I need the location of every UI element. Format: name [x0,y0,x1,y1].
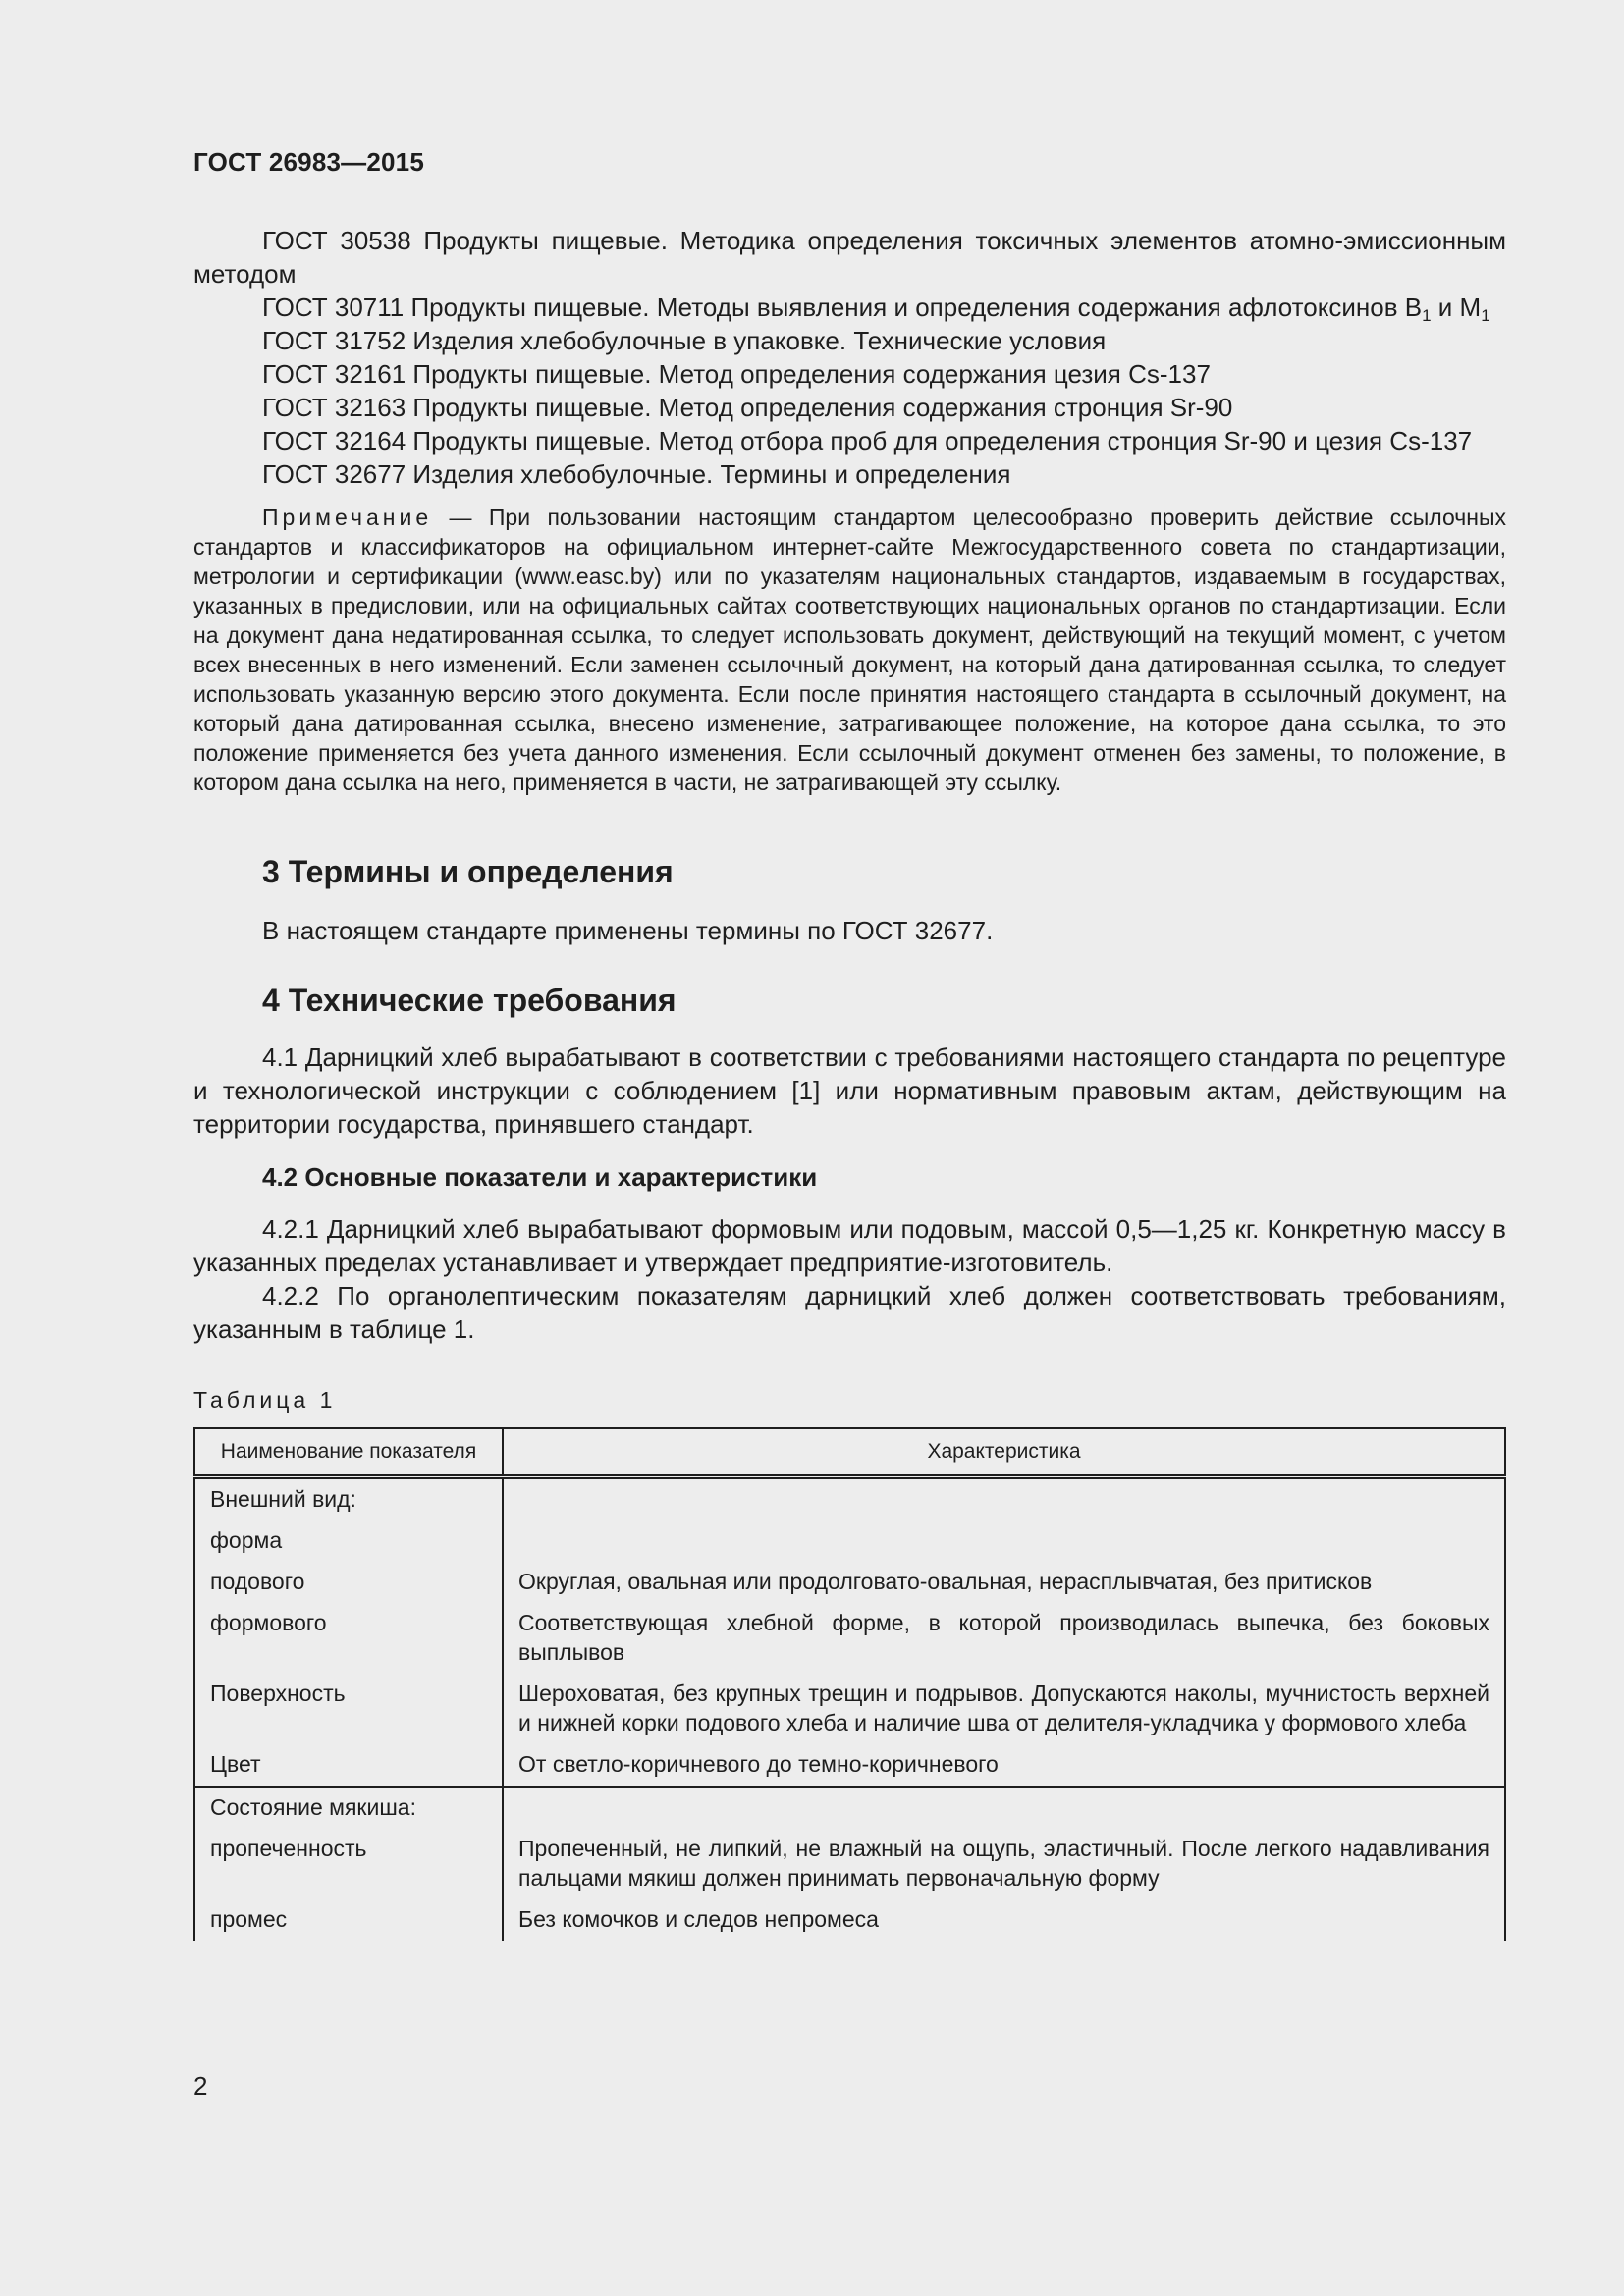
section-3-text: В настоящем стандарте применены термины по ГОСТ 32677. [262,916,994,945]
table-row [194,1477,1505,1522]
reference-item: ГОСТ 32164 Продукты пищевые. Метод отбора проб для определения стронция Sr-90 и цезия Cs-137 [262,426,1473,455]
table-row [194,1787,1505,1829]
table-cell: Состояние мякиша: [194,1787,503,1829]
table-cell: Поверхность [194,1674,503,1744]
paragraph-4-1: 4.1 Дарницкий хлеб вырабатывают в соответствии с требованиями настоящего стандарта по рецептуре и технологической инструкции с соблюдением [1] или нормативным правовым актам, действующим на территории государства, принявшего стандарт. [193,1042,1506,1139]
table-cell: Цвет [194,1744,503,1787]
references-list [193,224,1506,491]
table-cell: промес [194,1899,503,1941]
reference-item: ГОСТ 30711 Продукты пищевые. Методы выявления и определения содержания афлотоксинов $B_1$ и $M_1$ [262,293,1490,325]
note-block [193,503,1506,797]
reference-item: ГОСТ 31752 Изделия хлебобулочные в упаковке. Технические условия [262,326,1107,355]
table-cell [503,1477,1505,1522]
table-cell: пропеченность [194,1829,503,1899]
table-cell: От светло-коричневого до темно-коричневого [503,1744,1505,1787]
reference-item: ГОСТ 32163 Продукты пищевые. Метод определения содержания стронция Sr-90 [262,393,1233,422]
table-row [194,1899,1505,1941]
table-cell: Шероховатая, без крупных трещин и подрывов. Допускаются наколы, мучнистость верхней и нижней корки подового хлеба и наличие шва от делителя-укладчика у формового хлеба [503,1674,1505,1744]
note-label: Примечание [262,505,433,530]
table-cell [503,1521,1505,1562]
table-row [194,1562,1505,1603]
table-header-cell: Характеристика [503,1428,1505,1477]
section-3-title: 3 Термины и определения [262,854,674,889]
table-cell: Без комочков и следов непромеса [503,1899,1505,1941]
table-cell [503,1787,1505,1829]
table-cell: Округлая, овальная или продолговато-овальная, нерасплывчатая, без притисков [503,1562,1505,1603]
note-text: — При пользовании настоящим стандартом целесообразно проверить действие ссылочных стандартов и классификаторов на официальном интернет-сайте Межгосударственного совета по стандартизации, метрологии и сертификации (www.easc.by) или по указателям национальных стандартов, издаваемым в государствах, указанных в предисловии, или на официальных сайтах соответствующих национальных органов по стандартизации. Если на документ дана недатированная ссылка, то следует использовать документ, действующий на текущий момент, с учетом всех внесенных в него изменений. Если заменен ссылочный документ, на который дана датированная ссылка, то следует использовать указанную версию этого документа. Если после принятия настоящего стандарта в ссылочный документ, на который дана датированная ссылка, внесено изменение, затрагивающее положение, на которое дана ссылка, то это положение применяется без учета данного изменения. Если ссылочный документ отменен без замены, то положение, в котором дана ссылка на него, применяется в части, не затрагивающей эту ссылку. [193,505,1506,795]
table-header-row [194,1428,1505,1477]
document-header: ГОСТ 26983—2015 [193,147,424,177]
table-cell: Пропеченный, не липкий, не влажный на ощупь, эластичный. После легкого надавливания пальцами мякиш должен принимать первоначальную форму [503,1829,1505,1899]
table-row [194,1603,1505,1674]
subsection-4-2-title: 4.2 Основные показатели и характеристики [262,1162,818,1192]
table-cell: форма [194,1521,503,1562]
paragraph-4-2-1: 4.2.1 Дарницкий хлеб вырабатывают формовым или подовым, массой 0,5—1,25 кг. Конкретную массу в указанных пределах устанавливает и утверждает предприятие-изготовитель. [193,1214,1506,1277]
table-cell: Соответствующая хлебной форме, в которой производилась выпечка, без боковых выплывов [503,1603,1505,1674]
reference-item: ГОСТ 32677 Изделия хлебобулочные. Термины и определения [262,459,1011,489]
table-cell: подового [194,1562,503,1603]
section-4-title: 4 Технические требования [262,983,677,1018]
page-number: 2 [193,2071,208,2101]
table-header-cell: Наименование показателя [194,1428,503,1477]
table-caption: Таблица 1 [193,1387,337,1413]
table-1 [193,1427,1506,1941]
table-row [194,1521,1505,1562]
reference-item: ГОСТ 32161 Продукты пищевые. Метод определения содержания цезия Cs-137 [262,359,1211,389]
table-row [194,1829,1505,1899]
page-content [193,224,1506,1941]
table-row [194,1674,1505,1744]
table-cell: формового [194,1603,503,1674]
table-row [194,1744,1505,1787]
reference-item: ГОСТ 30538 Продукты пищевые. Методика определения токсичных элементов атомно-эмиссионным методом [193,226,1506,289]
table-cell: Внешний вид: [194,1477,503,1522]
paragraph-4-2-2: 4.2.2 По органолептическим показателям дарницкий хлеб должен соответствовать требованиям, указанным в таблице 1. [193,1281,1506,1344]
